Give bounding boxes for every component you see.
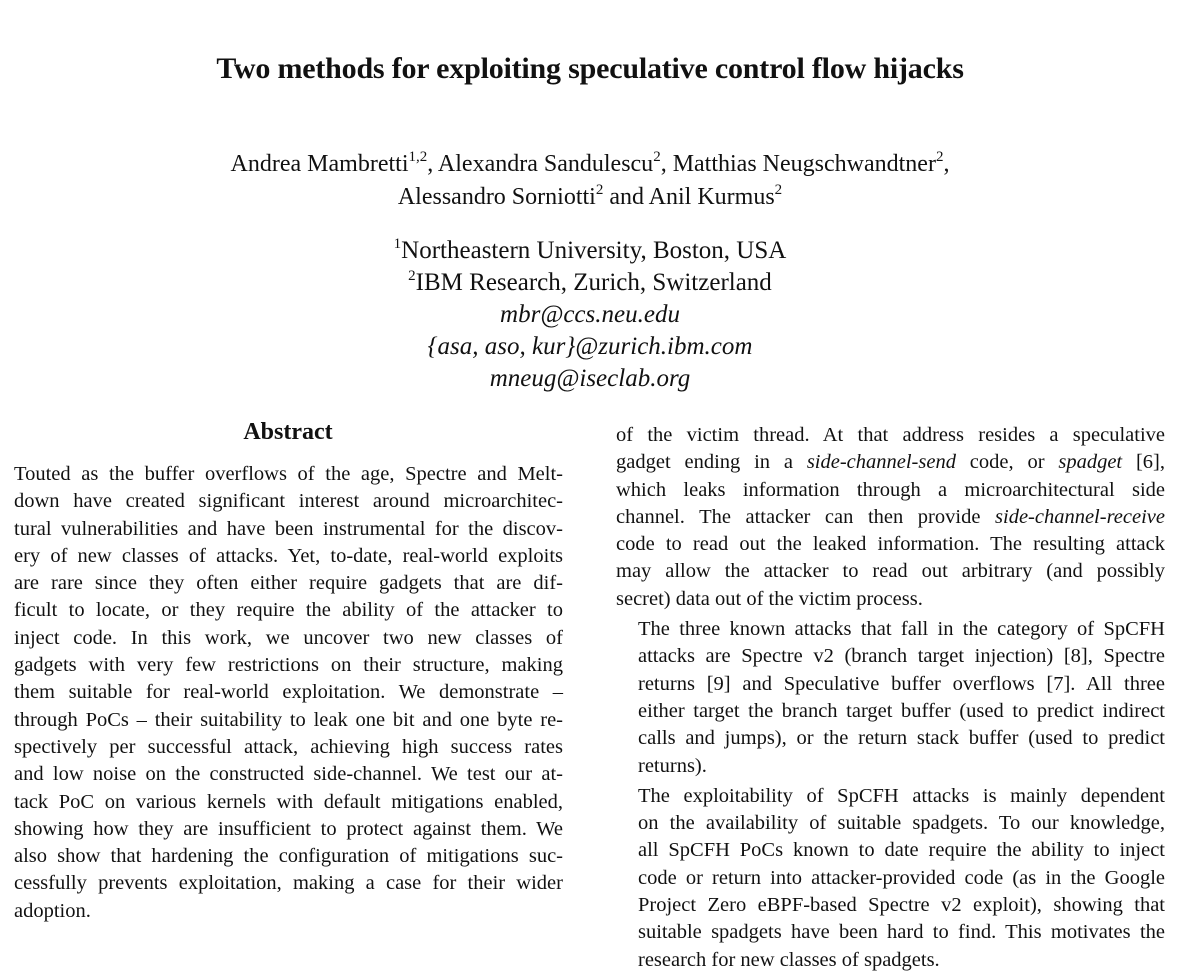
author-line-1 bbox=[0, 148, 1180, 181]
author-separator: , bbox=[660, 151, 673, 177]
body-line: all SpCFH PoCs known to date require the ability to inject bbox=[638, 839, 1165, 862]
intro-body bbox=[616, 422, 1165, 974]
abstract-line: gadgets with very few restrictions on their structure, making bbox=[14, 654, 563, 677]
emphasis: spadget bbox=[1058, 451, 1123, 474]
text-run: [6], bbox=[1122, 451, 1165, 474]
author-affiliation-mark: 2 bbox=[935, 149, 944, 165]
abstract-line: adoption. bbox=[14, 899, 91, 922]
body-line: The three known attacks that fall in the category of SpCFH bbox=[638, 618, 1165, 641]
text-run: channel. The attacker can then provide bbox=[616, 505, 996, 528]
author-line-2 bbox=[0, 181, 1180, 214]
body-line: of the victim thread. At that address resides a speculative bbox=[616, 424, 1165, 446]
email: mneug@iseclab.org bbox=[489, 365, 691, 392]
body-line: suitable spadgets have been hard to find. This motivates the bbox=[638, 921, 1165, 944]
abstract-line: and low noise on the constructed side-channel. We test our at- bbox=[14, 763, 563, 786]
body-line: The exploitability of SpCFH attacks is mainly dependent bbox=[638, 784, 1165, 807]
affiliations bbox=[0, 235, 1180, 395]
body-line: calls and jumps), or the return stack buffer (used to predict bbox=[638, 727, 1165, 750]
body-line: either target the branch target buffer (used to predict indirect bbox=[638, 699, 1165, 722]
body-line: Project Zero eBPF-based Spectre v2 exploit), showing that bbox=[638, 894, 1165, 917]
abstract-heading: Abstract bbox=[243, 419, 333, 445]
body-line: research for new classes of spadgets. bbox=[638, 948, 940, 971]
affiliation-mark: 1 bbox=[393, 236, 402, 252]
author-name: Anil Kurmus bbox=[648, 184, 775, 210]
author-name: Andrea Mambretti bbox=[230, 151, 409, 177]
body-line: returns). bbox=[638, 754, 707, 777]
abstract-line: down have created significant interest around microarchitec- bbox=[14, 490, 563, 513]
author-separator: , bbox=[943, 151, 950, 177]
abstract-line: them suitable for real-world exploitation. We demonstrate – bbox=[14, 681, 563, 704]
affiliation-mark: 2 bbox=[408, 268, 416, 284]
affiliation-text: IBM Research, Zurich, Switzerland bbox=[415, 269, 772, 296]
author-name: Matthias Neugschwandtner bbox=[672, 151, 936, 177]
body-line: on the availability of suitable spadgets. To our knowledge, bbox=[638, 812, 1165, 835]
text-run: code, or bbox=[955, 451, 1059, 474]
body-line: code or return into attacker-provided code (as in the Google bbox=[638, 866, 1165, 889]
author-list bbox=[0, 148, 1180, 214]
author-affiliation-mark: 2 bbox=[595, 182, 604, 198]
body-line bbox=[616, 504, 1165, 531]
body-line: secret) data out of the victim process. bbox=[616, 587, 923, 610]
abstract-line: cessfully prevents exploitation, making a case for their wider bbox=[14, 872, 563, 895]
abstract-line: tural vulnerabilities and have been instrumental for the discov- bbox=[14, 517, 563, 540]
abstract-line: tack PoC on various kernels with default mitigations enabled, bbox=[14, 790, 563, 813]
body-line: code to read out the leaked information. The resulting attack bbox=[616, 533, 1165, 556]
affiliation-text: Northeastern University, Boston, USA bbox=[401, 237, 787, 264]
author-affiliation-mark: 2 bbox=[653, 149, 661, 165]
email: mbr@ccs.neu.edu bbox=[500, 301, 680, 328]
author-name: Alexandra Sandulescu bbox=[437, 151, 654, 177]
abstract-line: spectively per successful attack, achieving high success rates bbox=[14, 735, 563, 758]
author-affiliation-mark: 1,2 bbox=[408, 149, 428, 165]
author-separator: and bbox=[603, 184, 649, 210]
affiliation bbox=[0, 235, 1180, 267]
abstract-line: inject code. In this work, we uncover two new classes of bbox=[14, 626, 563, 649]
emphasis: side-channel-send bbox=[806, 451, 956, 474]
text-run: gadget ending in a bbox=[616, 451, 807, 474]
abstract-line: showing how they are insufficient to protect against them. We bbox=[14, 817, 563, 840]
paragraph bbox=[616, 783, 1165, 974]
body-line bbox=[616, 449, 1165, 476]
paragraph bbox=[616, 616, 1165, 780]
paragraph bbox=[616, 422, 1165, 613]
paper-title: Two methods for exploiting speculative control flow hijacks bbox=[216, 52, 964, 85]
abstract-line: Touted as the buffer overflows of the age, Spectre and Melt- bbox=[14, 463, 563, 485]
body-line: may allow the attacker to read out arbitrary (and possibly bbox=[616, 560, 1165, 583]
author-affiliation-mark: 2 bbox=[774, 182, 783, 198]
author-separator: , bbox=[427, 151, 438, 177]
abstract-line: also show that hardening the configuration of mitigations suc- bbox=[14, 845, 563, 868]
body-line: which leaks information through a microarchitectural side bbox=[616, 478, 1165, 501]
abstract-line: through PoCs – their suitability to leak one bit and one byte re- bbox=[14, 708, 563, 731]
abstract-line: ery of new classes of attacks. Yet, to-date, real-world exploits bbox=[14, 544, 563, 567]
abstract-line: are rare since they often either require gadgets that are dif- bbox=[14, 572, 563, 595]
email: {asa, aso, kur}@zurich.ibm.com bbox=[427, 333, 753, 360]
affiliation bbox=[0, 267, 1180, 299]
body-line: returns [9] and Speculative buffer overflows [7]. All three bbox=[638, 672, 1165, 695]
body-line: attacks are Spectre v2 (branch target injection) [8], Spectre bbox=[638, 645, 1165, 668]
emphasis: side-channel-receive bbox=[995, 505, 1165, 528]
abstract-body bbox=[14, 461, 563, 925]
abstract-line: ficult to locate, or they require the ability of the attacker to bbox=[14, 599, 563, 622]
author-name: Alessandro Sorniotti bbox=[397, 184, 596, 210]
